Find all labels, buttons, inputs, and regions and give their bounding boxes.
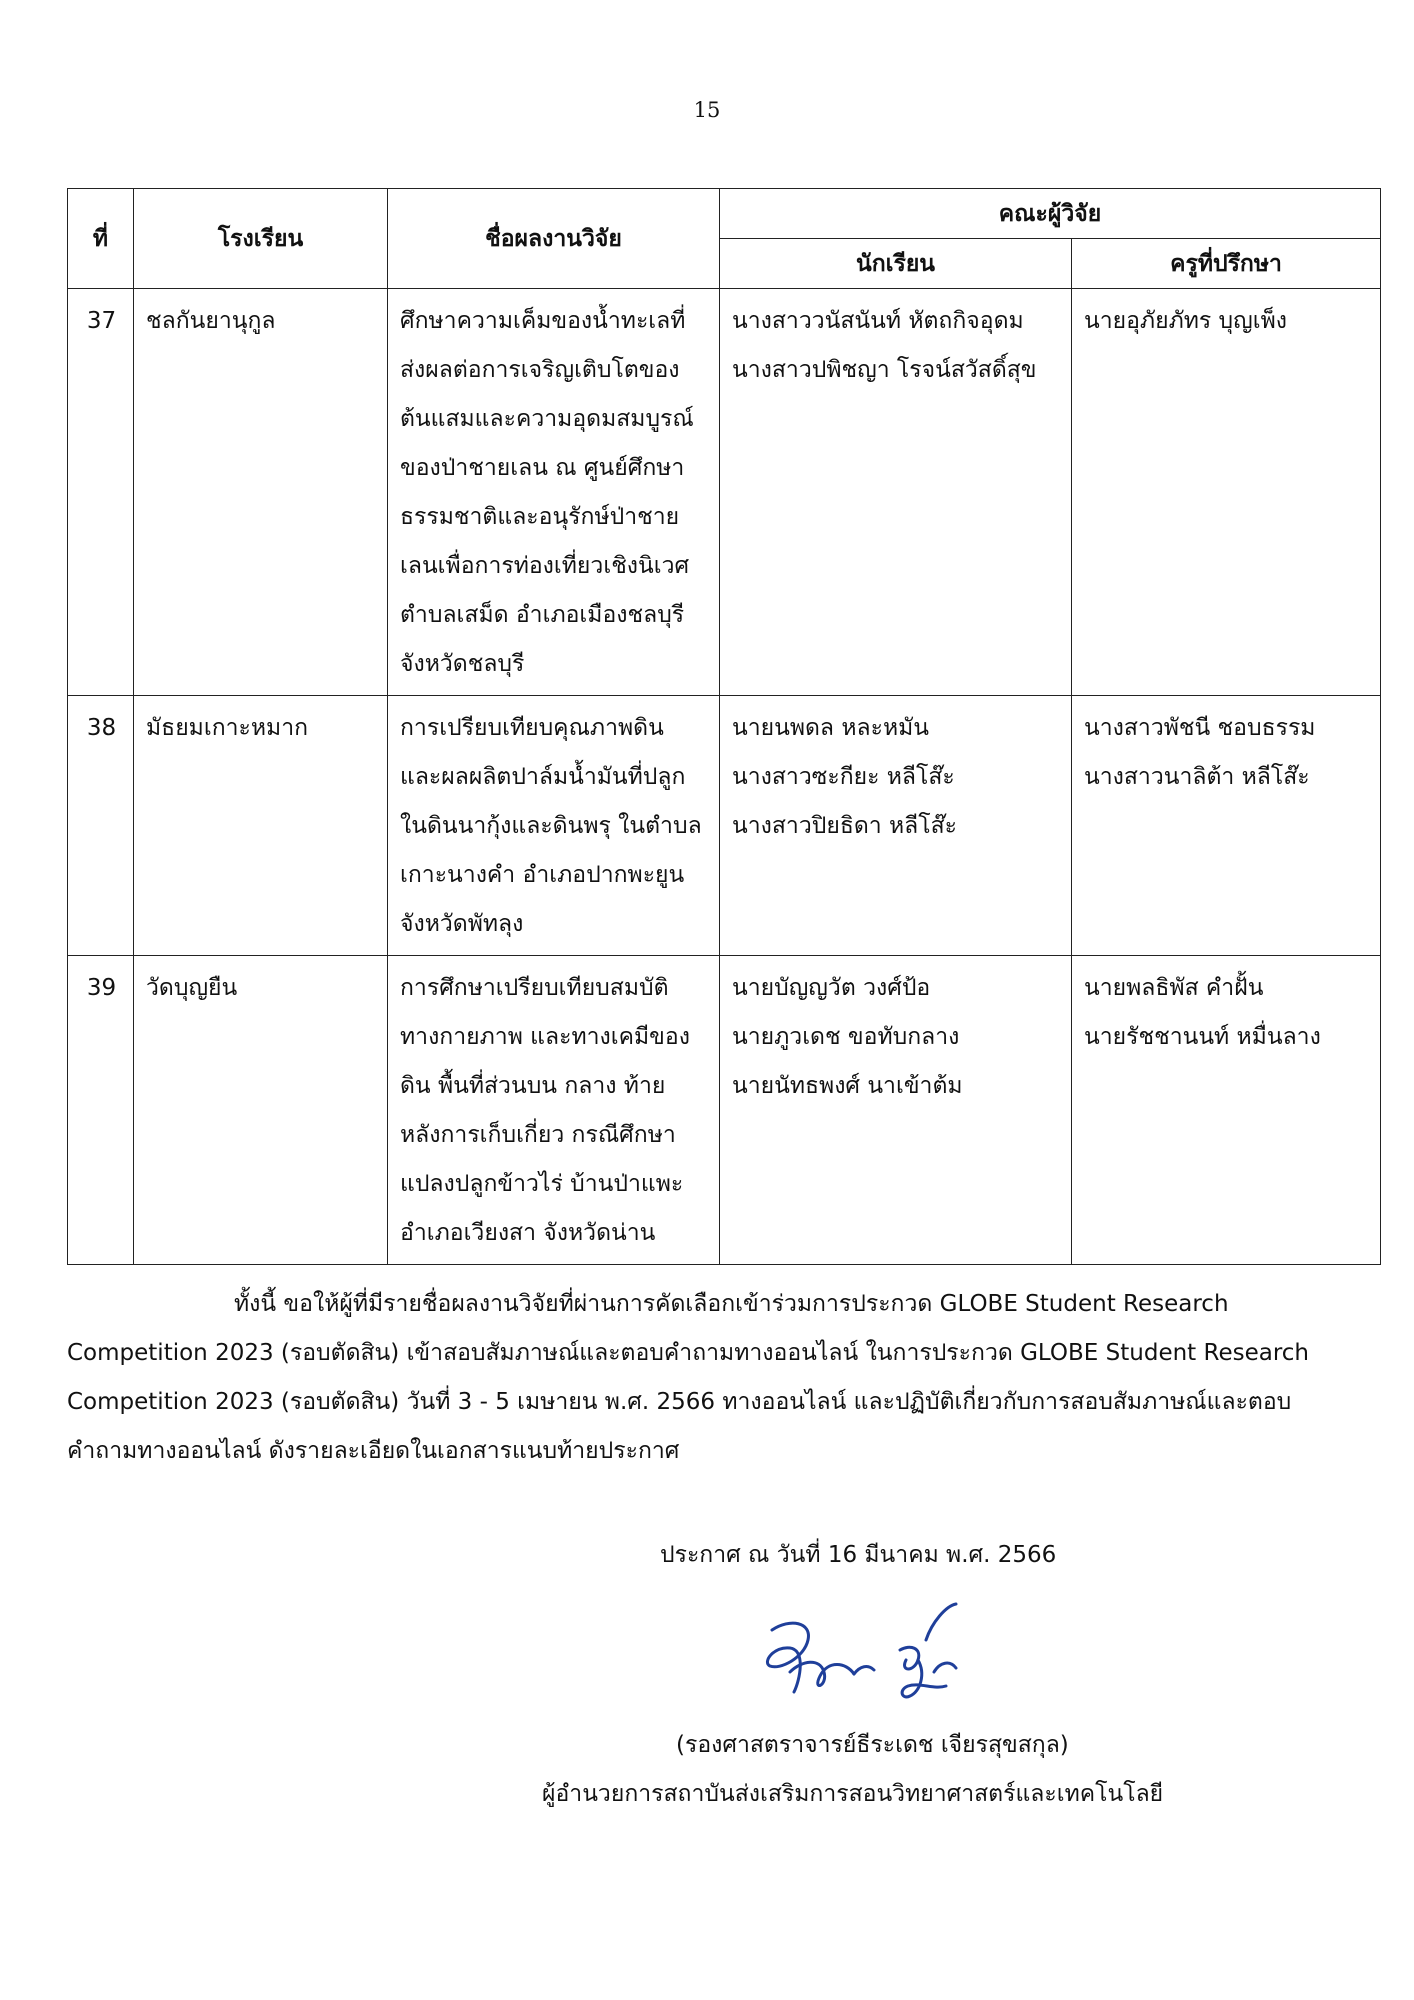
advisor-name: นายอุภัยภัทร บุญเพ็ง [1084, 308, 1288, 334]
row-title [388, 289, 720, 696]
row-no: 37 [68, 289, 134, 696]
title-line: ของป่าชายเลน ณ ศูนย์ศึกษา [400, 455, 685, 481]
title-line: แปลงปลูกข้าวไร่ บ้านป่าแพะ [400, 1171, 684, 1197]
row-advisors [1072, 696, 1381, 956]
advisor-name: นางสาวนาลิต้า หลีโส๊ะ [1084, 764, 1310, 790]
row-school: ชลกันยานุกูล [134, 289, 388, 696]
title-line: ต้นแสมและความอุดมสมบูรณ์ [400, 406, 694, 432]
title-line: ตำบลเสม็ด อำเภอเมืองชลบุรี [400, 602, 685, 628]
title-line: ทางกายภาพ และทางเคมีของ [400, 1024, 690, 1050]
title-line: ในดินนากุ้งและดินพรุ ในตำบล [400, 813, 702, 839]
student-name: นายภูวเดช ขอทับกลาง [732, 1024, 960, 1050]
title-line: ดิน พื้นที่ส่วนบน กลาง ท้าย [400, 1073, 666, 1099]
title-line: ส่งผลต่อการเจริญเติบโตของ [400, 357, 680, 383]
signer-name: (รองศาสตราจารย์ธีระเดช เจียรสุขสกุล) [676, 1732, 1069, 1758]
signer-title: ผู้อำนวยการสถาบันส่งเสริมการสอนวิทยาศาสตร์และเทคโนโลยี [542, 1781, 1164, 1807]
row-school: มัธยมเกาะหมาก [134, 696, 388, 956]
student-name: นางสาวปพิชญา โรจน์สวัสดิ์สุข [732, 357, 1037, 383]
page-number: 15 [693, 98, 721, 122]
row-advisors [1072, 289, 1381, 696]
header-school: โรงเรียน [134, 189, 388, 289]
title-line: ธรรมชาติและอนุรักษ์ป่าชาย [400, 504, 680, 530]
student-name: นางสาววนัสนันท์ หัตถกิจอุดม [732, 308, 1024, 334]
title-line: อำเภอเวียงสา จังหวัดน่าน [400, 1220, 656, 1246]
title-line: และผลผลิตปาล์มน้ำมันที่ปลูก [400, 764, 686, 790]
row-students [720, 696, 1072, 956]
header-title: ชื่อผลงานวิจัย [388, 189, 720, 289]
table-row [68, 289, 1381, 696]
title-line: ศึกษาความเค็มของน้ำทะเลที่ [400, 308, 686, 334]
header-no: ที่ [68, 189, 134, 289]
advisor-name: นางสาวพัชนี ชอบธรรม [1084, 715, 1316, 741]
row-title [388, 956, 720, 1265]
student-name: นางสาวปิยธิดา หลีโส๊ะ [732, 813, 958, 839]
paragraph-line: คำถามทางออนไลน์ ดังรายละเอียดในเอกสารแนบท้ายประกาศ [67, 1438, 680, 1464]
row-title [388, 696, 720, 956]
title-line: จังหวัดชลบุรี [400, 651, 525, 677]
row-students [720, 289, 1072, 696]
title-line: หลังการเก็บเกี่ยว กรณีศึกษา [400, 1122, 676, 1148]
paragraph-line: Competition 2023 (รอบตัดสิน) เข้าสอบสัมภาษณ์และตอบคำถามทางออนไลน์ ในการประกวด GLOBE Student Research [67, 1340, 1309, 1366]
student-name: นายนพดล หละหมัน [732, 715, 929, 741]
header-students: นักเรียน [720, 239, 1072, 289]
header-advisors: ครูที่ปรึกษา [1072, 239, 1381, 289]
title-line: จังหวัดพัทลุง [400, 911, 524, 937]
signature-image [750, 1600, 990, 1710]
announcement-date: ประกาศ ณ วันที่ 16 มีนาคม พ.ศ. 2566 [660, 1542, 1057, 1568]
title-line: เกาะนางคำ อำเภอปากพะยูน [400, 862, 685, 888]
student-name: นายนัทธพงศ์ นาเข้าต้ม [732, 1073, 963, 1099]
row-school: วัดบุญยืน [134, 956, 388, 1265]
table-row [68, 956, 1381, 1265]
advisor-name: นายรัชชานนท์ หมื่นลาง [1084, 1024, 1321, 1050]
paragraph-line: ทั้งนี้ ขอให้ผู้ที่มีรายชื่อผลงานวิจัยที่ผ่านการคัดเลือกเข้าร่วมการประกวด GLOBE Student Research [234, 1291, 1229, 1317]
header-team: คณะผู้วิจัย [720, 189, 1381, 239]
announcement-paragraph [67, 1280, 1367, 1476]
row-advisors [1072, 956, 1381, 1265]
table-row [68, 696, 1381, 956]
title-line: การศึกษาเปรียบเทียบสมบัติ [400, 975, 669, 1001]
row-no: 39 [68, 956, 134, 1265]
research-table [67, 188, 1381, 1265]
student-name: นายบัญญวัต วงศ์ป้อ [732, 975, 931, 1001]
student-name: นางสาวซะกียะ หลีโส๊ะ [732, 764, 955, 790]
title-line: เลนเพื่อการท่องเที่ยวเชิงนิเวศ [400, 553, 690, 579]
row-no: 38 [68, 696, 134, 956]
row-students [720, 956, 1072, 1265]
advisor-name: นายพลธิพัส คำฝั้น [1084, 975, 1264, 1001]
paragraph-line: Competition 2023 (รอบตัดสิน) วันที่ 3 - 5 เมษายน พ.ศ. 2566 ทางออนไลน์ และปฏิบัติเกี่ยวกับการสอบสัมภาษณ์และตอบ [67, 1389, 1292, 1415]
title-line: การเปรียบเทียบคุณภาพดิน [400, 715, 664, 741]
